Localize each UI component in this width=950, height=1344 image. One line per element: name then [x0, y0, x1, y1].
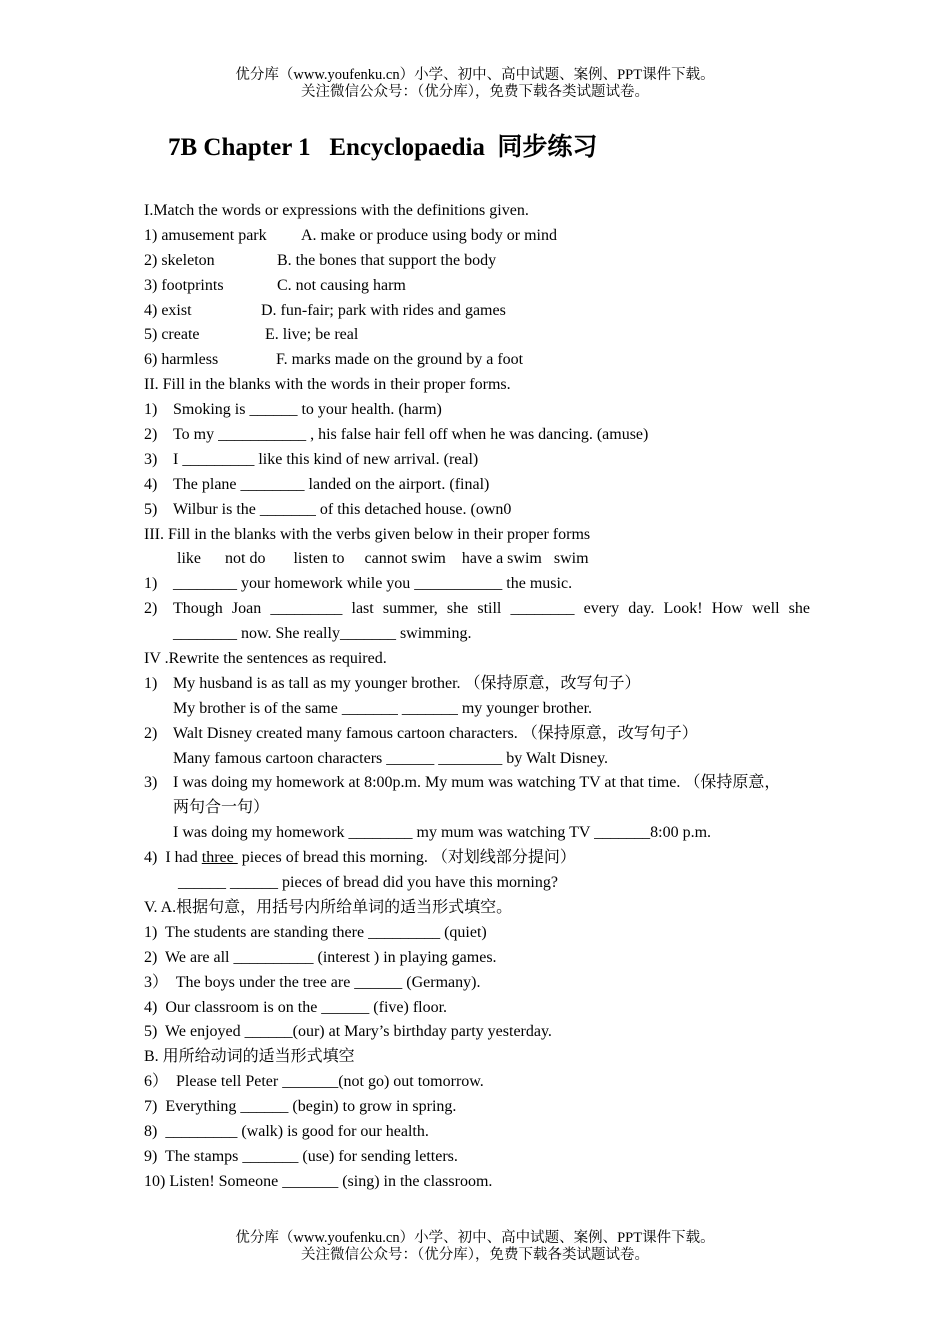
verb-form-item-10: 10) Listen! Someone _______ (sing) in the classroom.	[144, 1172, 493, 1190]
page-footer	[0, 1230, 950, 1264]
match-item-2: 2) skeleton B. the bones that support the body	[144, 251, 497, 269]
word-form-item-4: 4) Our classroom is on the ______ (five) floor.	[144, 998, 448, 1016]
word-form-item-2: 2) We are all __________ (interest ) in playing games.	[144, 948, 497, 966]
rewrite-answer-2: Many famous cartoon characters ______ ________ by Walt Disney.	[173, 749, 609, 767]
match-item-6: 6) harmless F. marks made on the ground by a foot	[144, 351, 524, 369]
underlined-word: three	[201, 849, 238, 867]
rewrite-answer-3: I was doing my homework ________ my mum was watching TV _______8:00 p.m.	[173, 824, 712, 842]
header-line-1: 优分库（www.youfenku.cn）小学、初中、高中试题、案例、PPT课件下载。	[235, 67, 715, 83]
footer-line-1: 优分库（www.youfenku.cn）小学、初中、高中试题、案例、PPT课件下载。	[235, 1230, 715, 1246]
section-5a-heading: V. A.根据句意，用括号内所给单词的适当形式填空。	[144, 898, 513, 916]
verb-form-item-9: 9) The stamps _______ (use) for sending letters.	[144, 1147, 458, 1165]
fill-item-3: 3) I _________ like this kind of new arrival. (real)	[144, 450, 479, 468]
verb-item-2-continued: ________ now. She really_______ swimming.	[173, 625, 472, 643]
rewrite-item-3: 3) I was doing my homework at 8:00p.m. My mum was watching TV at that time. （保持原意，	[144, 774, 781, 792]
rewrite-item-3-continued: 两句合一句）	[173, 799, 270, 817]
section-5b-heading: B. 用所给动词的适当形式填空	[144, 1048, 355, 1066]
verb-item-2: 2) Though Joan _________ last summer, she still ________ every day. Look! How well she	[144, 600, 810, 618]
fill-item-4: 4) The plane ________ landed on the airport. (final)	[144, 475, 490, 493]
verb-form-item-7: 7) Everything ______ (begin) to grow in spring.	[144, 1098, 457, 1116]
document-title: 7B Chapter 1 Encyclopaedia 同步练习	[168, 134, 598, 161]
verb-item-1: 1) ________ your homework while you ___________ the music.	[144, 575, 573, 593]
fill-item-1: 1) Smoking is ______ to your health. (harm)	[144, 401, 442, 419]
footer-line-2: 关注微信公众号：（优分库），免费下载各类试题试卷。	[301, 1247, 649, 1263]
section-1-heading: I.Match the words or expressions with the definitions given.	[144, 202, 529, 219]
match-item-1: 1) amusement park A. make or produce using body or mind	[144, 226, 557, 244]
fill-item-5: 5) Wilbur is the _______ of this detached house. (own0	[144, 500, 512, 518]
rewrite-item-4: 4) I had three pieces of bread this morning. （对划线部分提问）	[144, 849, 576, 867]
fill-item-2: 2) To my ___________ , his false hair fell off when he was dancing. (amuse)	[144, 426, 649, 444]
worksheet-body	[144, 199, 810, 1195]
rewrite-item-2: 2) Walt Disney created many famous cartoon characters. （保持原意，改写句子）	[144, 724, 698, 742]
verb-list: like not do listen to cannot swim have a swim swim	[177, 550, 589, 568]
match-item-4: 4) exist D. fun-fair; park with rides and games	[144, 301, 506, 319]
header-line-2: 关注微信公众号：（优分库），免费下载各类试题试卷。	[301, 84, 649, 100]
match-item-5: 5) create E. live; be real	[144, 326, 359, 344]
section-2-heading: II. Fill in the blanks with the words in their proper forms.	[144, 376, 511, 394]
rewrite-item-1: 1) My husband is as tall as my younger brother. （保持原意，改写句子）	[144, 674, 641, 692]
verb-form-item-8: 8) _________ (walk) is good for our health.	[144, 1122, 429, 1140]
word-form-item-3: 3） The boys under the tree are ______ (Germany).	[144, 973, 481, 991]
match-item-3: 3) footprints C. not causing harm	[144, 276, 406, 294]
rewrite-answer-1: My brother is of the same _______ _______ my younger brother.	[173, 699, 593, 717]
page-header	[0, 67, 950, 101]
section-4-heading: IV .Rewrite the sentences as required.	[144, 650, 387, 668]
rewrite-answer-4: ______ ______ pieces of bread did you have this morning?	[178, 874, 558, 892]
word-form-item-5: 5) We enjoyed ______(our) at Mary’s birthday party yesterday.	[144, 1023, 552, 1041]
section-3-heading: III. Fill in the blanks with the verbs given below in their proper forms	[144, 525, 591, 543]
word-form-item-1: 1) The students are standing there _________ (quiet)	[144, 923, 487, 941]
verb-form-item-6: 6） Please tell Peter _______(not go) out tomorrow.	[144, 1073, 484, 1091]
